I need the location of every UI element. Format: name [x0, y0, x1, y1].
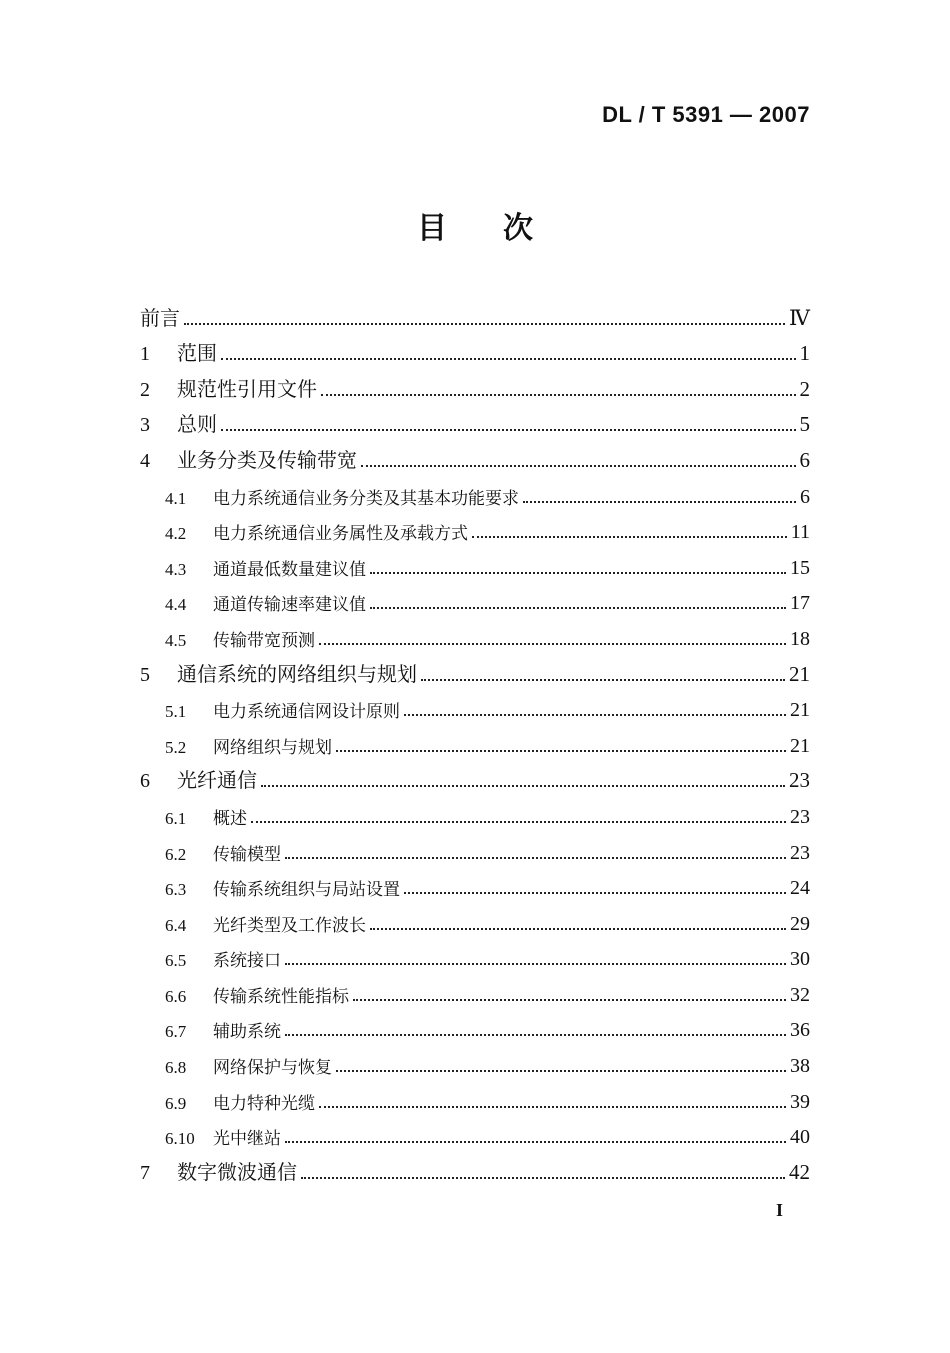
toc-entry-label: 通道传输速率建议值: [213, 595, 366, 616]
toc-entry-page: 18: [790, 627, 810, 650]
toc-entry-page: 32: [790, 983, 810, 1006]
toc-entry-page: 39: [790, 1090, 810, 1113]
toc-entry-label: 总则: [177, 412, 217, 437]
toc-entry-label: 网络组织与规划: [213, 737, 332, 758]
toc-entry-label: 电力系统通信业务分类及其基本功能要求: [213, 488, 519, 509]
toc-entry-label: 电力系统通信网设计原则: [213, 702, 400, 723]
toc-entry-number: 5.1: [165, 702, 187, 722]
toc-entry-page: 21: [789, 661, 810, 686]
toc-entry-number: 6.8: [165, 1058, 187, 1078]
toc-entry-number: 6.4: [165, 915, 187, 935]
toc-entry-number: 4: [140, 449, 150, 472]
toc-entry-number: 2: [140, 378, 150, 401]
toc-entry[interactable]: [140, 331, 810, 367]
toc-entry-number: 5: [140, 663, 150, 686]
dot-leader: [221, 429, 796, 431]
toc-entry-label: 系统接口: [213, 951, 281, 972]
toc-entry-label: 概述: [213, 808, 247, 829]
toc-entry-label: 传输带宽预测: [213, 630, 315, 651]
toc-entry-page: 30: [790, 948, 810, 971]
toc-entry-page: 23: [789, 768, 810, 793]
dot-leader: [421, 679, 785, 681]
toc-entry[interactable]: [140, 615, 810, 651]
dot-leader: [221, 358, 796, 360]
toc-entry[interactable]: [140, 1042, 810, 1078]
toc-entry-page: 36: [790, 1019, 810, 1042]
toc-entry-number: 6.5: [165, 951, 187, 971]
toc-entry-number: 6.3: [165, 880, 187, 900]
toc-entry-page: 23: [790, 805, 810, 828]
toc-entry-number: 4.2: [165, 524, 187, 544]
dot-leader: [370, 928, 786, 930]
toc-entry[interactable]: [140, 580, 810, 616]
dot-leader: [301, 1177, 785, 1179]
dot-leader: [285, 963, 786, 965]
toc-entry-page: 42: [789, 1159, 810, 1184]
toc-entry[interactable]: [140, 936, 810, 972]
toc-entry-label: 范围: [177, 341, 217, 366]
toc-entry-number: 6.7: [165, 1022, 187, 1042]
toc-entry-label: 光纤通信: [177, 768, 257, 793]
toc-entry[interactable]: [140, 865, 810, 901]
dot-leader: [404, 892, 786, 894]
toc-entry-page: 38: [790, 1055, 810, 1078]
toc-entry-label: 通信系统的网络组织与规划: [177, 661, 417, 686]
toc-entry-page: 23: [790, 841, 810, 864]
toc-entry-page: 2: [799, 376, 810, 401]
toc-entry-page: 6: [799, 447, 810, 472]
dot-leader: [319, 643, 786, 645]
toc-entry[interactable]: [140, 722, 810, 758]
toc-entry[interactable]: [140, 1114, 810, 1150]
toc-entry-number: 6.9: [165, 1093, 187, 1113]
dot-leader: [336, 750, 786, 752]
toc-entry-page: Ⅳ: [789, 305, 810, 330]
toc-entry-label: 光中继站: [213, 1129, 281, 1150]
toc-entry-number: 4.5: [165, 630, 187, 650]
toc-entry-number: 5.2: [165, 737, 187, 757]
toc-entry-number: 6.6: [165, 986, 187, 1006]
document-code: DL / T 5391 — 2007: [602, 102, 810, 127]
toc-entry-page: 5: [799, 412, 810, 437]
toc-entry-label: 光纤类型及工作波长: [213, 915, 366, 936]
toc-entry[interactable]: [140, 1149, 810, 1185]
toc-entry-number: 6.1: [165, 808, 187, 828]
toc-entry-label: 传输系统性能指标: [213, 986, 349, 1007]
page-title: 目次: [417, 211, 589, 246]
toc-entry-number: 4.4: [165, 595, 187, 615]
toc-entry[interactable]: [140, 509, 810, 545]
toc-entry-label: 业务分类及传输带宽: [177, 447, 357, 472]
dot-leader: [261, 785, 785, 787]
toc-entry-label: 辅助系统: [213, 1022, 281, 1043]
dot-leader: [523, 501, 796, 503]
dot-leader: [285, 857, 786, 859]
toc-entry-label: 通道最低数量建议值: [213, 559, 366, 580]
toc-entry-label: 前言: [140, 305, 180, 330]
dot-leader: [184, 323, 785, 325]
toc-entry-page: 11: [790, 521, 810, 544]
dot-leader: [285, 1141, 786, 1143]
toc-entry-page: 24: [790, 877, 810, 900]
toc-entry[interactable]: [140, 687, 810, 723]
dot-leader: [353, 999, 786, 1001]
dot-leader: [370, 607, 786, 609]
toc-entry-label: 规范性引用文件: [177, 376, 317, 401]
toc-entry-page: 21: [790, 734, 810, 757]
dot-leader: [321, 394, 796, 396]
toc-entry-number: 6: [140, 770, 150, 793]
toc-entry[interactable]: [140, 544, 810, 580]
toc-entry-page: 21: [790, 699, 810, 722]
dot-leader: [336, 1070, 786, 1072]
toc-entry-label: 电力系统通信业务属性及承载方式: [213, 524, 468, 545]
toc-entry-label: 数字微波通信: [177, 1159, 297, 1184]
toc-entry[interactable]: [140, 1078, 810, 1114]
toc-entry-label: 传输系统组织与局站设置: [213, 880, 400, 901]
toc-entry[interactable]: [140, 900, 810, 936]
toc-entry-page: 17: [790, 592, 810, 615]
toc-entry-label: 网络保护与恢复: [213, 1058, 332, 1079]
dot-leader: [319, 1106, 786, 1108]
toc-entry[interactable]: [140, 793, 810, 829]
dot-leader: [361, 465, 796, 467]
toc-entry[interactable]: [140, 1007, 810, 1043]
toc-entry-page: 6: [800, 485, 810, 508]
toc-entry-number: 6.2: [165, 844, 187, 864]
toc-entry-number: 4.3: [165, 559, 187, 579]
toc-entry-page: 15: [790, 556, 810, 579]
toc-entry[interactable]: [140, 437, 810, 473]
toc-entry-page: 29: [790, 912, 810, 935]
table-of-contents: [140, 295, 810, 1185]
toc-entry-label: 电力特种光缆: [213, 1093, 315, 1114]
toc-entry-number: 4.1: [165, 488, 187, 508]
toc-entry-page: 1: [799, 341, 810, 366]
toc-entry[interactable]: [140, 295, 810, 331]
toc-entry[interactable]: [140, 402, 810, 438]
dot-leader: [251, 821, 786, 823]
toc-entry-page: 40: [790, 1126, 810, 1149]
dot-leader: [404, 714, 786, 716]
dot-leader: [472, 536, 787, 538]
toc-entry-number: 1: [140, 343, 150, 366]
toc-entry[interactable]: [140, 473, 810, 509]
dot-leader: [285, 1034, 786, 1036]
toc-entry-number: 7: [140, 1161, 150, 1184]
toc-entry-number: 6.10: [165, 1129, 195, 1149]
toc-entry[interactable]: [140, 366, 810, 402]
toc-entry[interactable]: [140, 829, 810, 865]
toc-entry[interactable]: [140, 758, 810, 794]
toc-entry[interactable]: [140, 971, 810, 1007]
toc-entry[interactable]: [140, 651, 810, 687]
toc-entry-label: 传输模型: [213, 844, 281, 865]
toc-entry-number: 3: [140, 414, 150, 437]
dot-leader: [370, 572, 786, 574]
page-number: I: [776, 1200, 784, 1220]
